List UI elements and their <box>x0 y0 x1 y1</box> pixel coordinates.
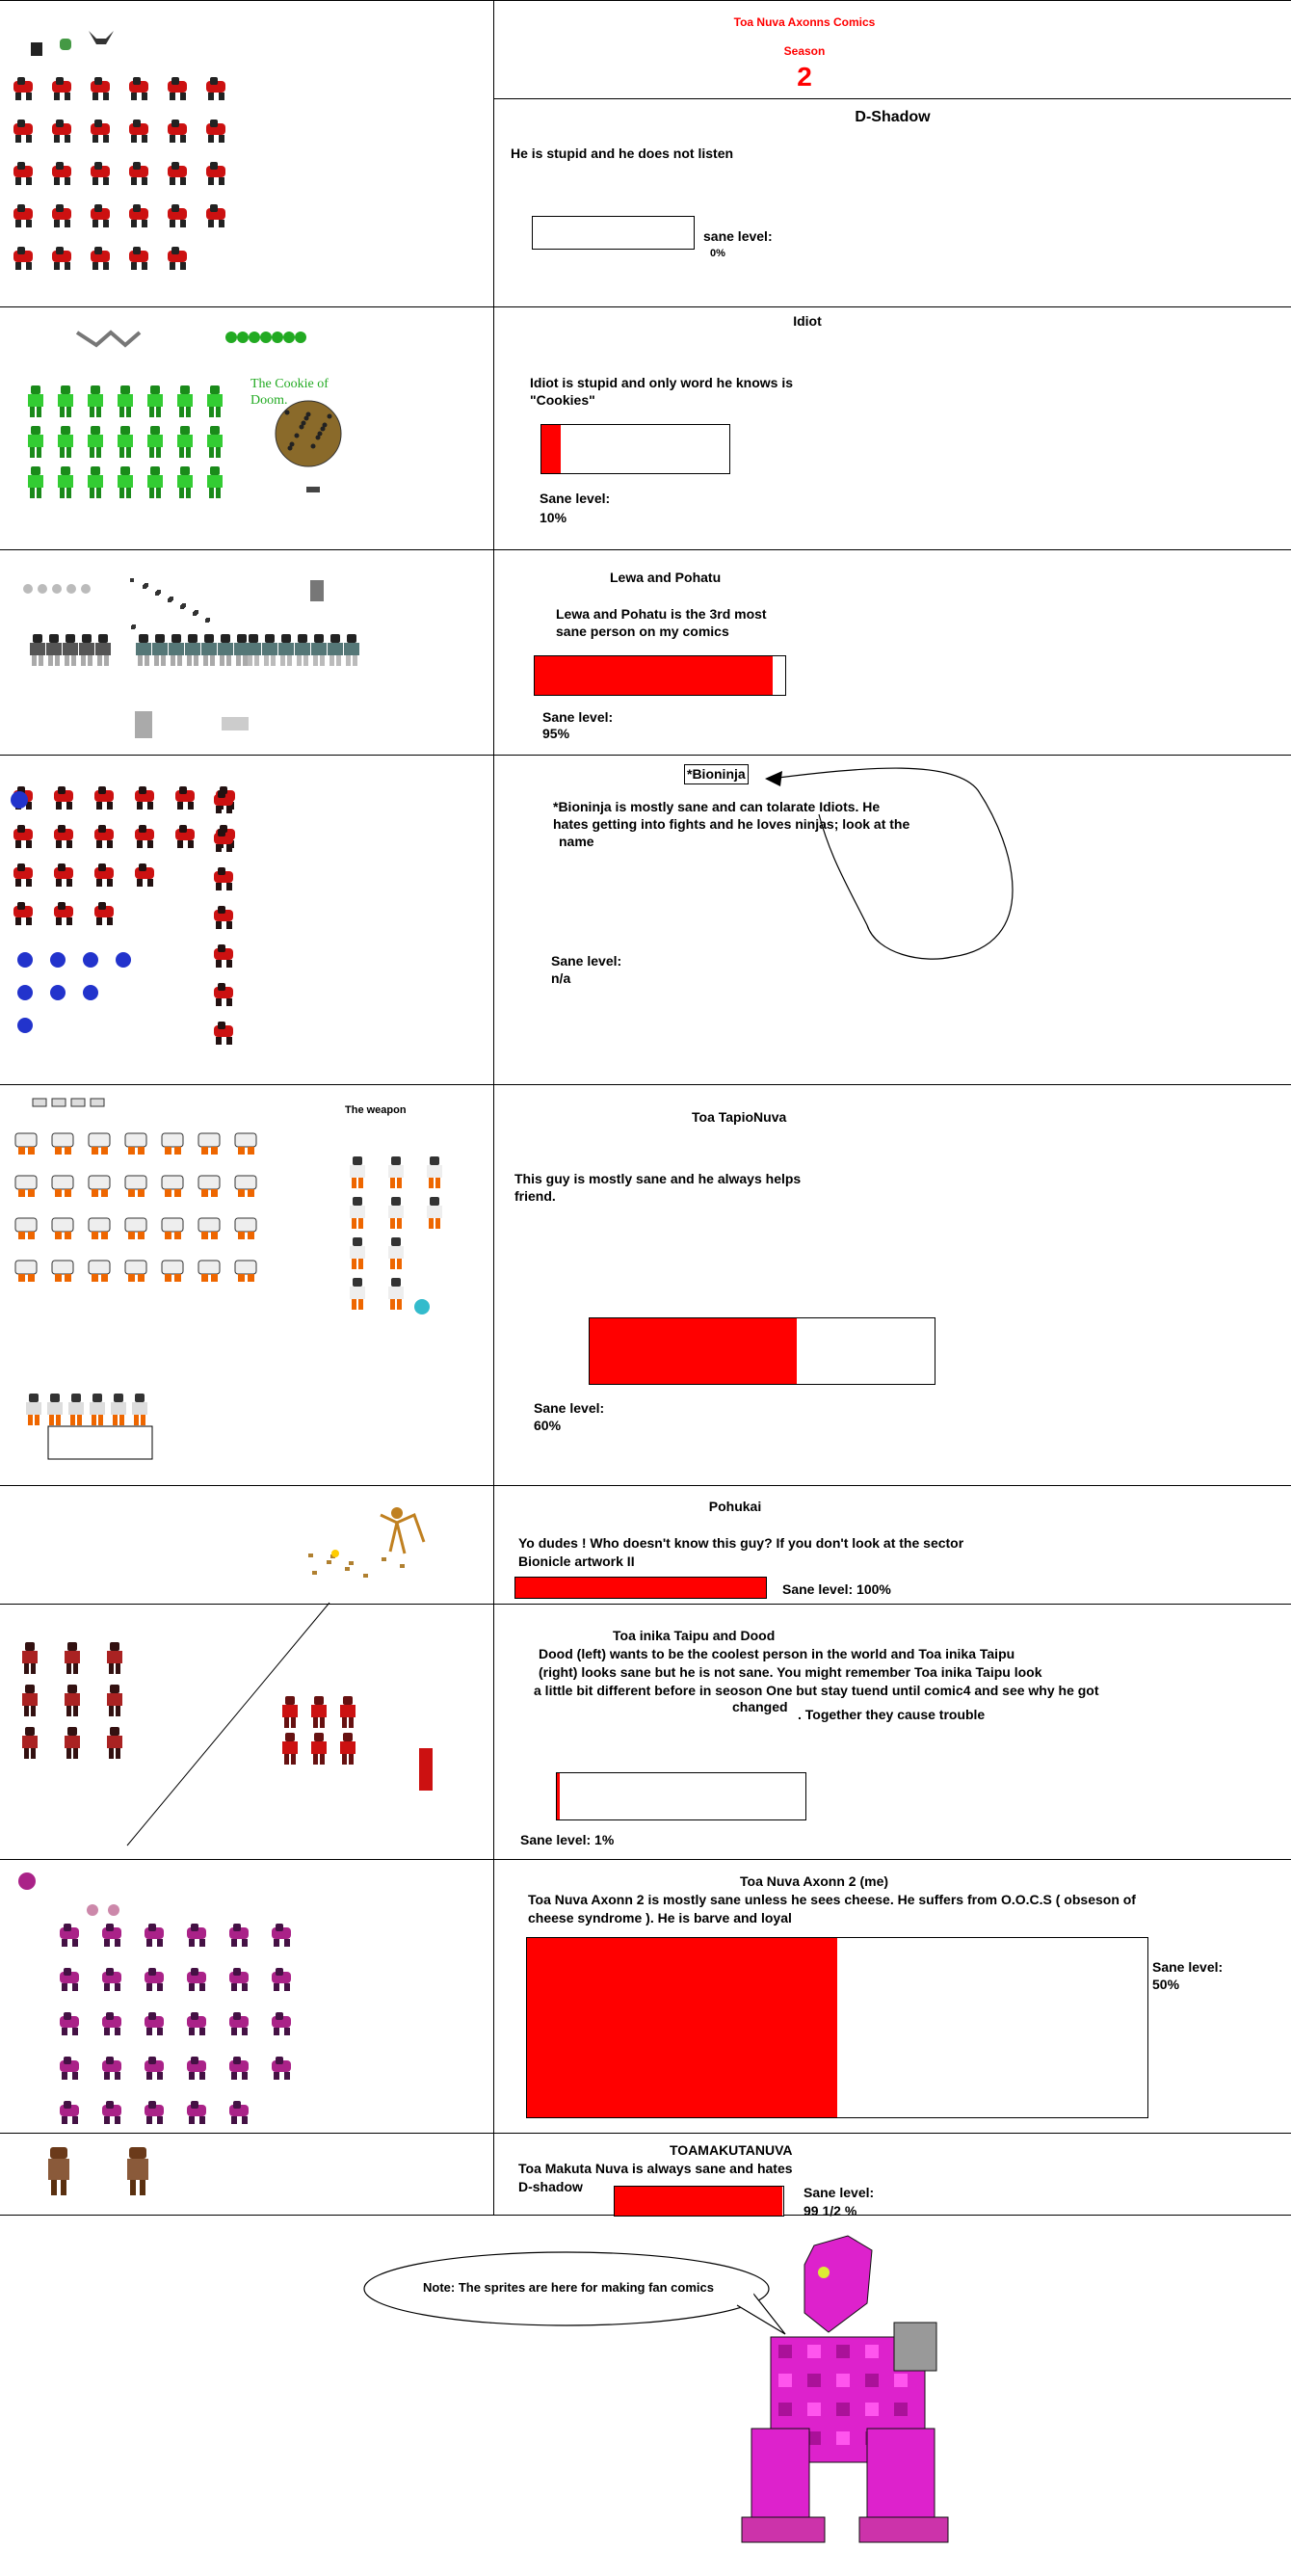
dood-sprite <box>65 1642 80 1674</box>
idiot-sprite <box>147 385 163 417</box>
sane-value: 0% <box>710 248 725 259</box>
pohatu-sprite <box>46 634 62 666</box>
sane-text: Sane level: 1% <box>520 1832 615 1847</box>
lewa-sprite <box>246 634 261 666</box>
d-shadow-sprite <box>91 204 110 227</box>
d-shadow-sprite <box>129 247 148 270</box>
bioninja-part <box>214 944 233 968</box>
axonn-sprite <box>229 1968 249 1991</box>
idiot-sprite <box>28 385 43 417</box>
d-shadow-sprite <box>52 247 71 270</box>
taipu-sprite <box>340 1696 356 1728</box>
character-description-line-2: "Cookies" <box>530 392 595 408</box>
axonn-sprite <box>187 1968 206 1991</box>
tapio-sprite <box>52 1176 73 1197</box>
sane-label: Sane level: <box>551 953 622 969</box>
bioninja-sprite <box>94 786 114 810</box>
taipu-sprite <box>340 1733 356 1765</box>
idiot-sprite <box>147 466 163 498</box>
axonn-sprite <box>229 2057 249 2080</box>
tapio-sprite <box>198 1261 220 1282</box>
idiot-sprite <box>147 426 163 458</box>
taipu-sprite <box>282 1733 298 1765</box>
tapio-weapon-sprite <box>388 1237 404 1269</box>
tapio-sprite <box>162 1176 183 1197</box>
idiot-sprite <box>118 426 133 458</box>
d-shadow-sprite <box>13 77 33 100</box>
d-shadow-sprite <box>206 204 225 227</box>
idiot-sprite <box>88 426 103 458</box>
axonn-sprite <box>229 1924 249 1947</box>
d-shadow-sprite <box>129 162 148 185</box>
idiot-sprite <box>177 385 193 417</box>
tapio-sprite <box>125 1176 146 1197</box>
tapio-weapon-sprite <box>350 1278 365 1310</box>
tapio-sprite <box>162 1261 183 1282</box>
lewa-sprite <box>328 634 343 666</box>
lewa-sprite <box>311 634 327 666</box>
bioninja-blue-sprite <box>83 985 98 1000</box>
taipu-sprite <box>282 1696 298 1728</box>
sane-label: Sane level: <box>540 491 611 506</box>
axonn-sprite <box>102 1968 121 1991</box>
d-shadow-sprite <box>206 77 225 100</box>
dood-sprite <box>65 1685 80 1716</box>
bioninja-sprite <box>54 786 73 810</box>
d-shadow-sprites <box>13 31 225 270</box>
d-shadow-sprite <box>91 77 110 100</box>
idiot-sprite <box>207 426 223 458</box>
tapio-weapon-sprite <box>350 1237 365 1269</box>
axonn-sprite <box>145 2012 164 2035</box>
sane-value: 50% <box>1152 1977 1180 1992</box>
sprite-label-line-1: The Cookie of <box>250 377 329 391</box>
season-label: Season <box>783 44 826 58</box>
pohatu-sprite <box>185 634 200 666</box>
character-description-line-3: name <box>559 834 594 849</box>
makuta-sprite <box>48 2147 69 2195</box>
season-number: 2 <box>797 62 812 92</box>
pohatu-sprite <box>201 634 217 666</box>
bioninja-blue-sprite <box>17 985 33 1000</box>
bioninja-sprite <box>175 786 195 810</box>
character-name: Lewa and Pohatu <box>610 570 722 585</box>
axonn-sprite <box>145 2101 164 2124</box>
bioninja-blue-sprite <box>83 952 98 968</box>
d-shadow-sprite <box>52 77 71 100</box>
makuta-sprites <box>48 2147 148 2195</box>
character-description-line-1: Toa Nuva Axonn 2 is mostly sane unless he sees cheese. He suffers from O.O.C.S ( obseson of <box>528 1892 1136 1907</box>
axonn-sprites <box>18 1872 291 2124</box>
d-shadow-sprite <box>13 120 33 143</box>
tapio-sprite <box>235 1261 256 1282</box>
pohatu-sprite <box>152 634 168 666</box>
tapio-sprite-small <box>90 1394 105 1425</box>
character-description-line-2: friend. <box>514 1188 556 1204</box>
bioninja-sprite <box>135 863 154 887</box>
bioninja-blue-sprite <box>17 1018 33 1033</box>
d-shadow-sprite <box>168 120 187 143</box>
character-description-tail: changed <box>732 1699 788 1714</box>
idiot-sprite <box>177 426 193 458</box>
lewa-sprite <box>278 634 294 666</box>
dood-sprite <box>22 1642 38 1674</box>
idiot-sprite <box>207 466 223 498</box>
axonn-sprite <box>60 1968 79 1991</box>
sprite-label: The weapon <box>345 1104 407 1116</box>
sane-value: 99 1/2 % <box>804 2203 857 2218</box>
d-shadow-sprite <box>129 204 148 227</box>
character-name: Pohukai <box>708 1499 762 1514</box>
character-description-line-1: This guy is mostly sane and he always helps <box>514 1171 802 1186</box>
tapio-sprite <box>198 1218 220 1239</box>
tapio-sprite <box>15 1261 37 1282</box>
character-description-line-2: hates getting into fights and he loves ninjas; look at the <box>553 816 910 832</box>
tapio-sprite <box>52 1218 73 1239</box>
character-description-line-1: Idiot is stupid and only word he knows is <box>530 375 794 390</box>
tapio-sprite <box>89 1133 110 1155</box>
tapio-sprite <box>52 1261 73 1282</box>
tapio-sprite <box>15 1176 37 1197</box>
tapio-weapon-sprite <box>388 1197 404 1229</box>
d-shadow-sprite <box>168 247 187 270</box>
character-description-line-2: (right) looks sane but he is not sane. You might remember Toa inika Taipu look <box>539 1664 1042 1680</box>
character-description-line-1: Toa Makuta Nuva is always sane and hates <box>518 2161 793 2176</box>
character-description-line-2: sane person on my comics <box>556 624 729 639</box>
character-description-line-1: Dood (left) wants to be the coolest person in the world and Toa inika Taipu <box>539 1646 1015 1661</box>
axonn-sprite <box>60 2012 79 2035</box>
taipu-sprite <box>311 1696 327 1728</box>
lewa-head <box>52 584 62 594</box>
character-description-line-1: Lewa and Pohatu is the 3rd most <box>556 606 767 622</box>
bioninja-blue-sprite <box>50 952 66 968</box>
tapio-sprite <box>162 1218 183 1239</box>
tapio-sprite <box>235 1218 256 1239</box>
sane-label: sane level: <box>703 228 773 244</box>
pink-robot-figure <box>742 2236 948 2542</box>
axonn-sprite <box>187 2057 206 2080</box>
bioninja-part <box>214 906 233 929</box>
lewa-sprite <box>262 634 277 666</box>
tapio-sprite <box>162 1133 183 1155</box>
tapio-weapon-sprite <box>427 1156 442 1188</box>
bioninja-sprite <box>13 825 33 848</box>
tapio-sprite <box>198 1176 220 1197</box>
axonn-sprite <box>60 2101 79 2124</box>
axonn-sprite <box>145 1924 164 1947</box>
idiot-sprite <box>58 385 73 417</box>
d-shadow-sprite <box>168 77 187 100</box>
character-name: TOAMAKUTANUVA <box>670 2142 793 2158</box>
d-shadow-sprite <box>168 204 187 227</box>
tapio-sprite-small <box>111 1394 126 1425</box>
idiot-sprite <box>118 466 133 498</box>
lewa-sprite <box>295 634 310 666</box>
character-description-line-2: D-shadow <box>518 2179 583 2194</box>
sane-value: 95% <box>542 726 570 741</box>
d-shadow-sprite <box>91 247 110 270</box>
d-shadow-sprite <box>206 120 225 143</box>
bioninja-sprite <box>135 786 154 810</box>
tapio-sprite <box>125 1218 146 1239</box>
taipu-sprite <box>311 1733 327 1765</box>
bioninja-blue-sprite <box>116 952 131 968</box>
axonn-sprite <box>187 1924 206 1947</box>
bioninja-sprite <box>135 825 154 848</box>
bioninja-sprite <box>94 863 114 887</box>
axonn-sprite <box>60 1924 79 1947</box>
tapio-sprite <box>235 1133 256 1155</box>
character-name: Toa Nuva Axonn 2 (me) <box>740 1873 889 1889</box>
page-title: Toa Nuva Axonns Comics <box>733 15 876 29</box>
sane-label: Sane level: <box>1152 1959 1224 1975</box>
bioninja-sprite <box>54 902 73 925</box>
pohatu-sprite <box>63 634 78 666</box>
d-shadow-sprite <box>206 162 225 185</box>
d-shadow-sprite <box>13 162 33 185</box>
character-name: *Bioninja <box>684 764 749 784</box>
tapio-sprite <box>52 1133 73 1155</box>
d-shadow-sprite <box>168 162 187 185</box>
axonn-sprite <box>102 2057 121 2080</box>
dood-sprite <box>107 1642 122 1674</box>
pohatu-sprite <box>79 634 94 666</box>
tapio-weapon-sprite <box>350 1197 365 1229</box>
dood-sprite <box>107 1685 122 1716</box>
bioninja-sprite <box>54 863 73 887</box>
bioninja-sprite <box>94 902 114 925</box>
tapio-sprite-small <box>47 1394 63 1425</box>
d-shadow-sprite <box>52 204 71 227</box>
dood-sprite <box>22 1727 38 1759</box>
axonn-sprite <box>145 2057 164 2080</box>
character-name: Toa TapioNuva <box>692 1109 787 1125</box>
character-description-line-2: Bionicle artwork II <box>518 1554 635 1569</box>
bioninja-sprite <box>175 825 195 848</box>
d-shadow-sprite <box>129 120 148 143</box>
makuta-sprite <box>127 2147 148 2195</box>
axonn-sprite <box>229 2012 249 2035</box>
tapio-sprite <box>125 1133 146 1155</box>
character-description: He is stupid and he does not listen <box>511 146 734 161</box>
pohukai-sprites <box>308 1507 424 1578</box>
tapio-weapon-sprite <box>388 1156 404 1188</box>
d-shadow-sprite <box>13 204 33 227</box>
axonn-sprite <box>102 1924 121 1947</box>
axonn-sprite <box>60 2057 79 2080</box>
dood-sprite <box>107 1727 122 1759</box>
axonn-sprite <box>187 2101 206 2124</box>
idiot-sprite <box>177 466 193 498</box>
footer-note: Note: The sprites are here for making fan comics <box>423 2280 714 2295</box>
idiot-sprite <box>88 466 103 498</box>
idiot-sprites <box>28 332 341 498</box>
tapio-weapon-sprite <box>427 1197 442 1229</box>
d-shadow-sprite <box>52 162 71 185</box>
sane-label: Sane level: <box>534 1400 605 1416</box>
axonn-sprite <box>272 1968 291 1991</box>
character-description-line-2: cheese syndrome ). He is barve and loyal <box>528 1910 792 1925</box>
bioninja-part <box>214 983 233 1006</box>
tapio-sprites <box>15 1099 442 1459</box>
pohatu-sprite <box>136 634 151 666</box>
axonn-sprite <box>102 2012 121 2035</box>
dood-sprite <box>65 1727 80 1759</box>
idiot-sprite <box>28 466 43 498</box>
sane-value: 10% <box>540 510 567 525</box>
bioninja-sprite <box>13 863 33 887</box>
axonn-sprite <box>272 1924 291 1947</box>
tapio-sprite <box>89 1261 110 1282</box>
lewa-pohatu-sprites <box>23 578 359 738</box>
d-shadow-sprite <box>52 120 71 143</box>
tapio-sprite <box>235 1176 256 1197</box>
lewa-sprite <box>344 634 359 666</box>
tapio-sprite <box>15 1133 37 1155</box>
taipu-dood-sprites <box>22 1642 433 1791</box>
sane-text: Sane level: 100% <box>782 1581 891 1597</box>
bioninja-part <box>214 867 233 890</box>
character-description-line-3: a little bit different before in seoson One but stay tuend until comic4 and see why he got <box>534 1683 1099 1698</box>
character-description-line-1: *Bioninja is mostly sane and can tolarate Idiots. He <box>553 799 881 814</box>
sane-value: n/a <box>551 970 571 986</box>
pohatu-sprite <box>218 634 233 666</box>
bioninja-sprite <box>94 825 114 848</box>
bioninja-blue-sprite <box>50 985 66 1000</box>
tapio-sprite <box>89 1176 110 1197</box>
axonn-sprite <box>102 2101 121 2124</box>
tapio-sprite-small <box>68 1394 84 1425</box>
sane-label: Sane level: <box>804 2185 875 2200</box>
character-description-line-1: Yo dudes ! Who doesn't know this guy? If you don't look at the sector <box>518 1535 964 1551</box>
axonn-sprite <box>272 2057 291 2080</box>
lewa-head <box>23 584 33 594</box>
axonn-sprite <box>272 2012 291 2035</box>
character-name: Toa inika Taipu and Dood <box>613 1628 776 1643</box>
pohatu-sprite <box>30 634 45 666</box>
character-name: D-Shadow <box>855 109 931 125</box>
tapio-sprite <box>15 1218 37 1239</box>
tapio-weapon-sprite <box>388 1278 404 1310</box>
pohatu-sprite <box>169 634 184 666</box>
bioninja-sprites <box>11 786 235 1045</box>
dood-sprite <box>22 1685 38 1716</box>
tapio-sprite <box>89 1218 110 1239</box>
bioninja-sprite <box>13 902 33 925</box>
character-name: Idiot <box>793 313 822 329</box>
idiot-sprite <box>88 385 103 417</box>
d-shadow-sprite <box>13 247 33 270</box>
lewa-head <box>81 584 91 594</box>
lewa-head <box>38 584 47 594</box>
idiot-sprite <box>58 466 73 498</box>
axonn-sprite <box>145 1968 164 1991</box>
idiot-sprite <box>28 426 43 458</box>
idiot-sprite <box>207 385 223 417</box>
pohatu-sprite <box>95 634 111 666</box>
tapio-sprite <box>198 1133 220 1155</box>
sane-value: 60% <box>534 1418 562 1433</box>
d-shadow-sprite <box>129 77 148 100</box>
d-shadow-sprite <box>91 162 110 185</box>
lewa-head <box>66 584 76 594</box>
character-description-tail-2: . Together they cause trouble <box>798 1707 986 1722</box>
tapio-sprite-small <box>132 1394 147 1425</box>
bioninja-part <box>214 1022 233 1045</box>
idiot-sprite <box>58 426 73 458</box>
d-shadow-sprite <box>91 120 110 143</box>
sane-label: Sane level: <box>542 709 614 725</box>
bioninja-blue-sprite <box>17 952 33 968</box>
tapio-sprite-small <box>26 1394 41 1425</box>
tapio-sprite <box>125 1261 146 1282</box>
idiot-sprite <box>118 385 133 417</box>
bioninja-sprite <box>54 825 73 848</box>
axonn-sprite <box>229 2101 249 2124</box>
tapio-weapon-sprite <box>350 1156 365 1188</box>
axonn-sprite <box>187 2012 206 2035</box>
sprite-label-line-2: Doom. <box>250 393 288 408</box>
